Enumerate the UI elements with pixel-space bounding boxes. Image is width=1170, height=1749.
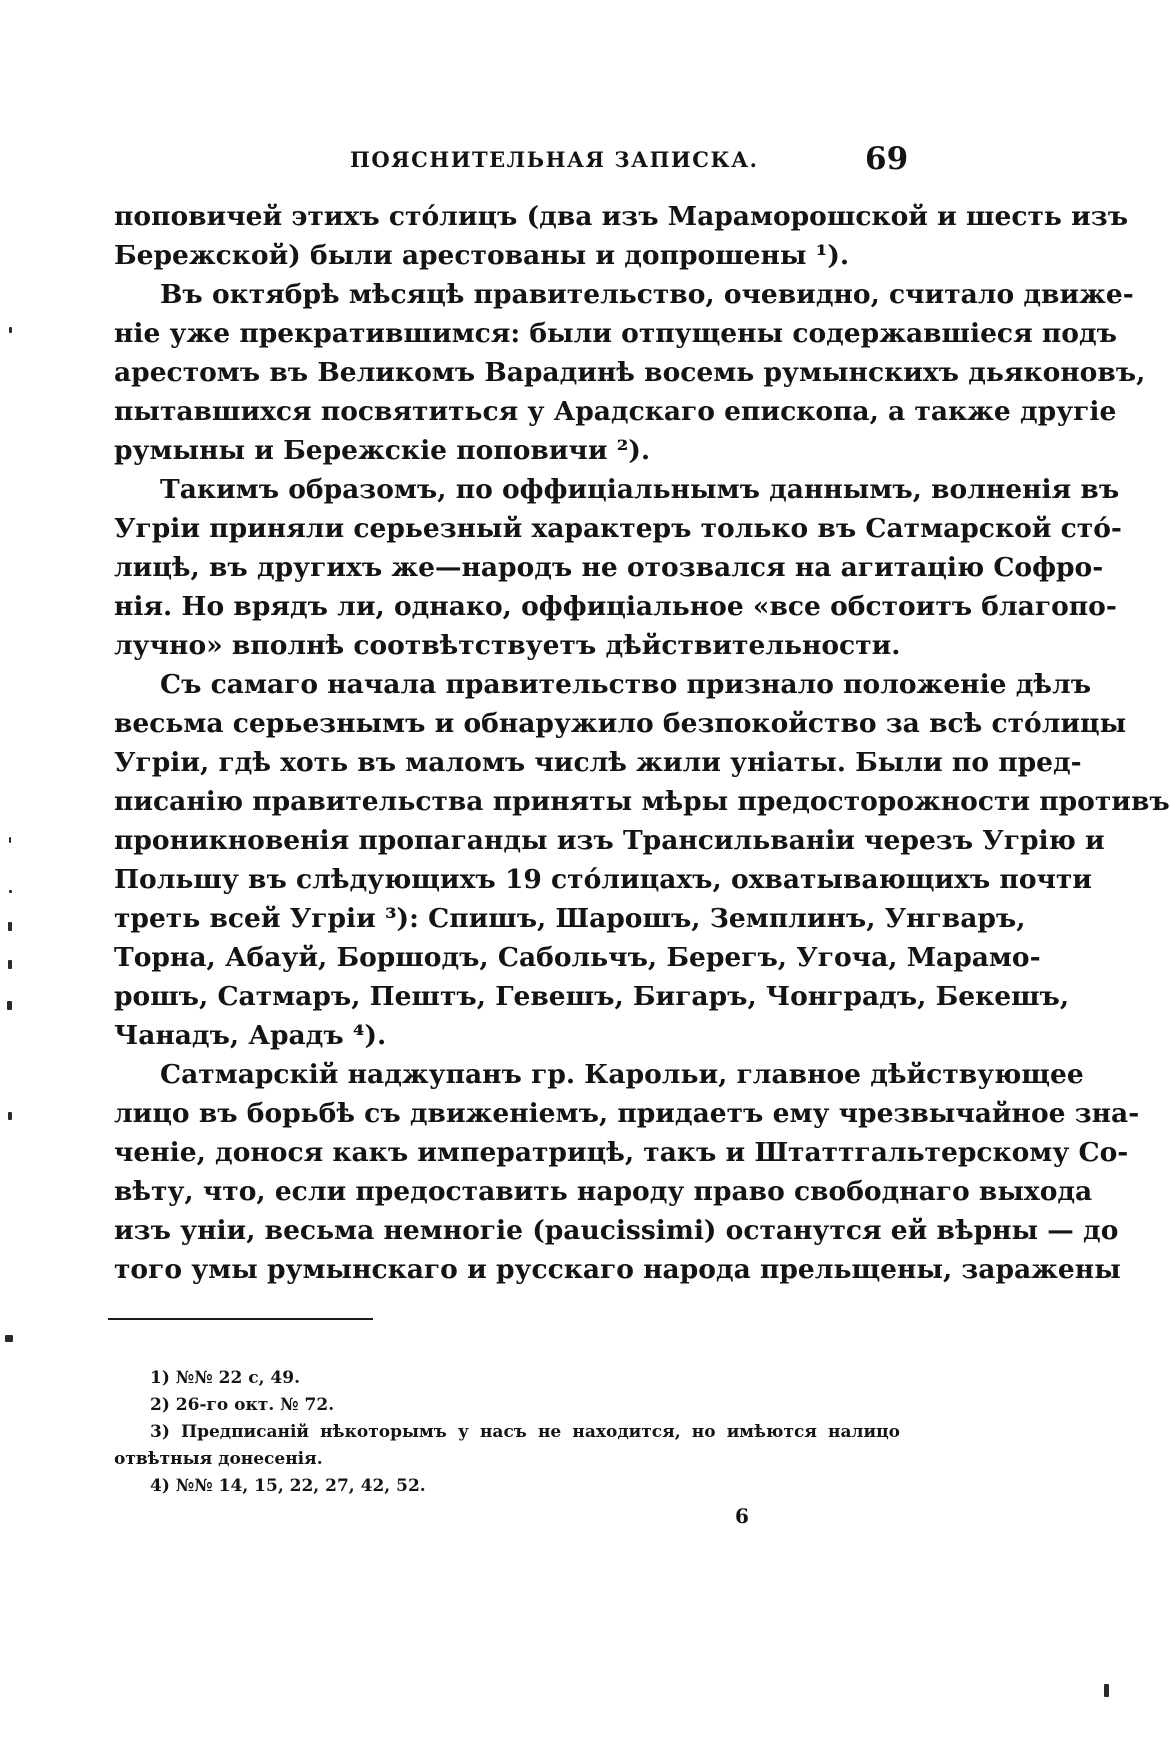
text-line: весьма серьезнымъ и обнаружило безпокойство за всѣ стóлицы — [114, 708, 1127, 739]
text-line: проникновенія пропаганды изъ Трансильваніи черезъ Угрію и — [114, 825, 1105, 856]
text-line: вѣту, что, если предоставить народу право свободнаго выхода — [114, 1176, 1093, 1207]
text-line: ніе уже прекратившимся: были отпущены содержавшіеся подъ — [114, 318, 1117, 349]
text-line: лучно» вполнѣ соотвѣтствуетъ дѣйствительности. — [114, 630, 901, 661]
text-line: румыны и Бережскіе поповичи ²). — [114, 435, 651, 466]
scan-speck — [7, 1001, 12, 1010]
text-line: лицѣ, въ другихъ же—народъ не отозвался на агитацію Софро- — [114, 552, 1104, 583]
scan-speck — [8, 960, 12, 969]
footnote: 4) №№ 14, 15, 22, 27, 42, 52. — [150, 1476, 426, 1496]
text-line: Съ самаго начала правительство признало положеніе дѣлъ — [160, 669, 1092, 700]
scan-speck — [8, 922, 12, 931]
scan-speck — [9, 837, 11, 843]
scan-speck — [9, 890, 12, 893]
text-line: рошъ, Сатмаръ, Пештъ, Гевешъ, Бигаръ, Чонградъ, Бекешъ, — [114, 981, 1070, 1012]
text-line: того умы румынскаго и русскаго народа прельщены, заражены — [114, 1254, 1121, 1285]
text-line: пытавшихся посвятиться у Арадскаго епископа, а также другіе — [114, 396, 1117, 427]
text-line: поповичей этихъ стóлицъ (два изъ Мараморошской и шесть изъ — [114, 201, 1129, 232]
text-line: Торна, Абауй, Боршодъ, Сабольчъ, Берегъ, Угоча, Марамо- — [114, 942, 1041, 973]
scan-speck — [9, 327, 12, 333]
text-line: лицо въ борьбѣ съ движеніемъ, придаетъ ему чрезвычайное зна- — [114, 1098, 1140, 1129]
footnote: 2) 26-го окт. № 72. — [150, 1395, 335, 1415]
text-line: Сатмарскій наджупанъ гр. Карольи, главное дѣйствующее — [160, 1059, 1084, 1090]
running-header: ПОЯСНИТЕЛЬНАЯ ЗАПИСКА. — [350, 147, 759, 172]
footnote-divider — [108, 1318, 373, 1320]
footnote: отвѣтныя донесенія. — [114, 1449, 323, 1469]
text-line: Польшу въ слѣдующихъ 19 стóлицахъ, охватывающихъ почти — [114, 864, 1092, 895]
page-number: 69 — [865, 141, 909, 177]
footnote: 1) №№ 22 c, 49. — [150, 1368, 301, 1388]
text-line: Угріи, гдѣ хоть въ маломъ числѣ жили уніаты. Были по пред- — [114, 747, 1082, 778]
text-line: треть всей Угріи ³): Спишъ, Шарошъ, Земплинъ, Унгваръ, — [114, 903, 1026, 934]
scan-speck — [1104, 1684, 1109, 1697]
text-line: ченіе, донося какъ императрицѣ, такъ и Штаттгальтерскому Со- — [114, 1137, 1129, 1168]
text-line: Чанадъ, Арадъ ⁴). — [114, 1020, 387, 1051]
scan-speck — [5, 1335, 13, 1342]
text-line: писанію правительства приняты мѣры предосторожности противъ — [114, 786, 1170, 817]
text-line: арестомъ въ Великомъ Варадинѣ восемь румынскихъ дьяконовъ, — [114, 357, 1146, 388]
text-line: Такимъ образомъ, по оффиціальнымъ даннымъ, волненія въ — [160, 474, 1120, 505]
text-line: Въ октябрѣ мѣсяцѣ правительство, очевидно, считало движе- — [160, 279, 1134, 310]
text-line: изъ уніи, весьма немногіе (paucissimi) останутся ей вѣрны — до — [114, 1215, 1119, 1246]
text-line: нія. Но врядъ ли, однако, оффиціальное «все обстоитъ благопо- — [114, 591, 1117, 622]
text-line: Бережской) были арестованы и допрошены ¹). — [114, 240, 850, 271]
printer-signature-mark: 6 — [735, 1504, 749, 1528]
footnote: 3) Предписаній нѣкоторымъ у насъ не находится, но имѣются налицо — [150, 1422, 900, 1442]
scan-speck — [8, 1112, 12, 1120]
text-line: Угріи приняли серьезный характеръ только въ Сатмарской стó- — [114, 513, 1122, 544]
